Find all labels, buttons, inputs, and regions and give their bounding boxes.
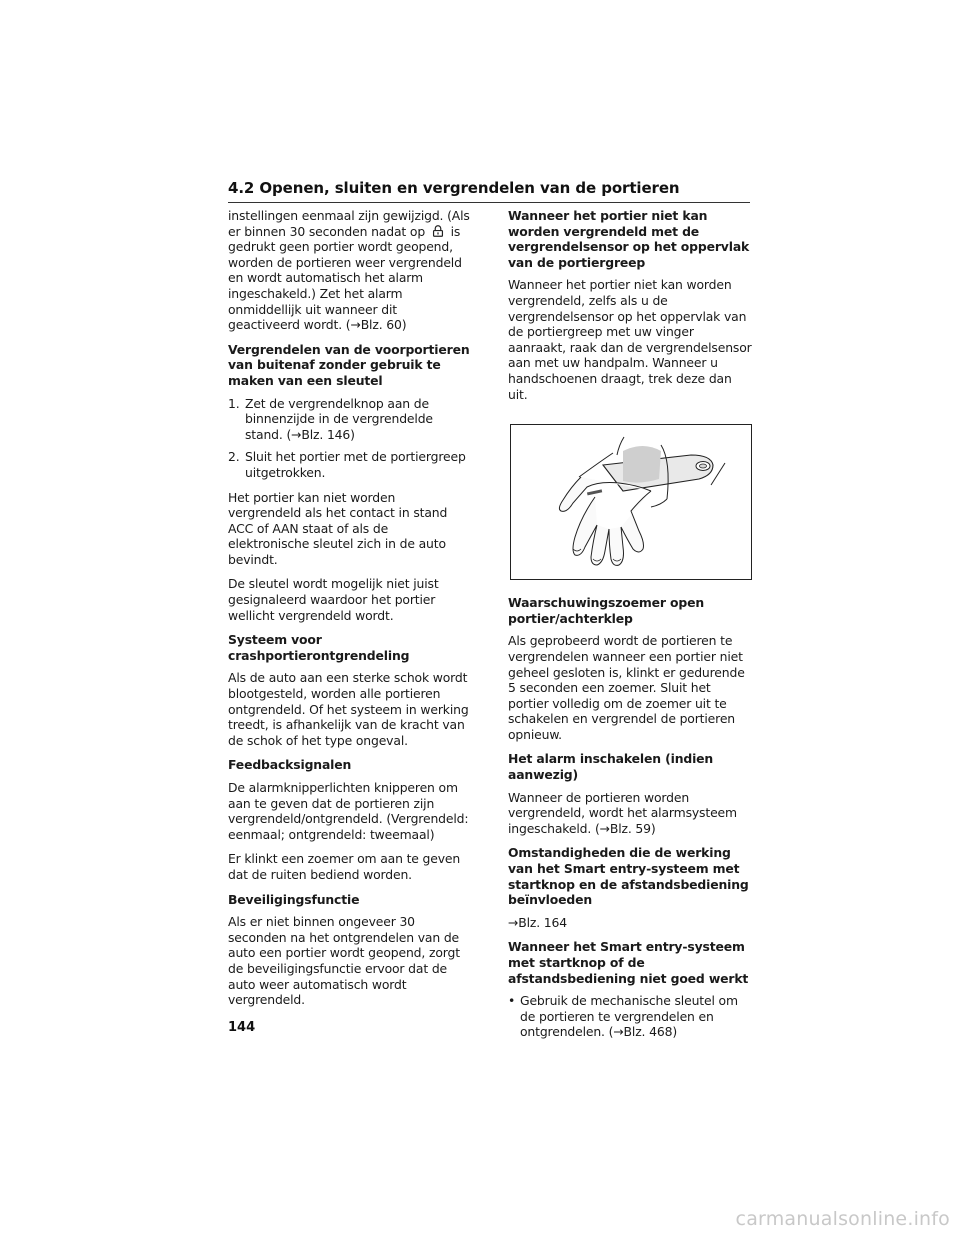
watermark: carmanualsonline.info: [735, 1208, 950, 1230]
paragraph-feedback-2: Er klinkt een zoemer om aan te geven dat de ruiten bediend worden.: [228, 851, 461, 882]
paragraph-circumstances: →Blz. 164: [508, 914, 568, 930]
heading-front-doors: Vergrendelen van de voorportieren van buitenaf zonder gebruik te maken van een sleutel: [228, 341, 470, 388]
left-column: [228, 208, 470, 1017]
step-text: Zet de vergrendelknop aan de binnenzijde in de vergrendelde stand. (→Blz. 146): [245, 395, 433, 442]
heading-malfunction: Wanneer het Smart entry-systeem met startknop of de afstandsbediening niet goed werkt: [508, 939, 749, 986]
heading-circumstances: Omstandigheden die de werking van het Smart entry-systeem met startknop en de afstandsbediening beïnvloeden: [508, 845, 749, 908]
page-number: 144: [228, 1020, 256, 1035]
right-column: [508, 208, 754, 1040]
paragraph-acc: Het portier kan niet worden vergrendeld als het contact in stand ACC of AAN staat of als de elektronische sleutel zich in de auto bevindt.: [228, 489, 448, 567]
heading-buzzer: Waarschuwingszoemer open portier/achterklep: [508, 595, 705, 626]
bullet-symbol: •: [508, 993, 516, 1009]
step-text: Sluit het portier met de portiergreep uitgetrokken.: [245, 449, 466, 480]
heading-alarm: Het alarm inschakelen (indien aanwezig): [508, 751, 714, 783]
hand-illustration: [511, 425, 751, 579]
bullet-text: Gebruik de mechanische sleutel om de portieren te vergrendelen en ontgrendelen. (→Blz. 468): [520, 993, 738, 1040]
heading-feedback: Feedbacksignalen: [228, 757, 352, 773]
intro-paragraph: [228, 208, 470, 333]
bullet-list: [508, 993, 754, 1040]
step-number: 1.: [228, 395, 240, 411]
steps-list: [228, 396, 470, 481]
heading-cannot-lock: Wanneer het portier niet kan worden vergrendeld met de vergrendelsensor op het oppervlak van de portiergreep: [508, 208, 750, 270]
paragraph-cannot-lock: Wanneer het portier niet kan worden vergrendeld, zelfs als u de vergrendelsensor op het oppervlak van de portiergreep met uw vinger aanraakt, raak dan de vergrendelsensor aan met uw handpalm. Wanneer u handschoenen draagt, trek deze dan uit.: [508, 277, 752, 402]
paragraph-crash: Als de auto aan een sterke schok wordt blootgesteld, worden alle portieren ontgrendeld. Of het systeem in werking treedt, is afhankelijk van de kracht van de schok of het type ongeval.: [228, 670, 469, 748]
heading-security: Beveiligingsfunctie: [228, 891, 360, 907]
heading-crash: Systeem voor crashportierontgrendeling: [228, 632, 410, 663]
paragraph-security: Als er niet binnen ongeveer 30 seconden na het ontgrendelen van de auto een portier wordt geopend, zorgt de beveiligingsfunctie ervoor dat de auto weer automatisch wordt vergrendeld.: [228, 914, 460, 1008]
step-number: 2.: [228, 449, 240, 465]
paragraph-alarm: Wanneer de portieren worden vergrendeld, wordt het alarmsysteem ingeschakeld. (→Blz. 59): [508, 789, 737, 836]
paragraph-key: De sleutel wordt mogelijk niet juist gesignaleerd waardoor het portier wellicht vergrendeld wordt.: [228, 576, 439, 623]
lock-icon: [431, 225, 445, 237]
list-item: [228, 449, 470, 480]
list-item: [508, 993, 754, 1040]
intro-text-part1: instellingen eenmaal zijn gewijzigd. (Als er binnen 30 seconden nadat op: [228, 208, 470, 239]
paragraph-buzzer: Als geprobeerd wordt de portieren te vergrendelen wanneer een portier niet geheel gesloten is, klinkt er gedurende 5 seconden een zoemer. Sluit het portier volledig om de zoemer uit te schakelen en vergrendel de portieren opnieuw.: [508, 633, 745, 742]
intro-text-part2: is gedrukt geen portier wordt geopend, worden de portieren weer vergrendeld en wordt automatisch het alarm ingeschakeld.) Zet het alarm onmiddellijk uit wanneer dit geactiveerd wordt. (→Blz. 60): [228, 223, 462, 333]
hand-on-door-handle-illustration: [510, 424, 752, 580]
section-header: [228, 178, 750, 203]
paragraph-feedback-1: De alarmknipperlichten knipperen om aan te geven dat de portieren zijn vergrendeld/ontgrendeld. (Vergrendeld: eenmaal; ontgrendeld: tweemaal): [228, 780, 469, 842]
section-title: 4.2 Openen, sluiten en vergrendelen van de portieren: [228, 179, 680, 197]
list-item: [228, 396, 470, 443]
